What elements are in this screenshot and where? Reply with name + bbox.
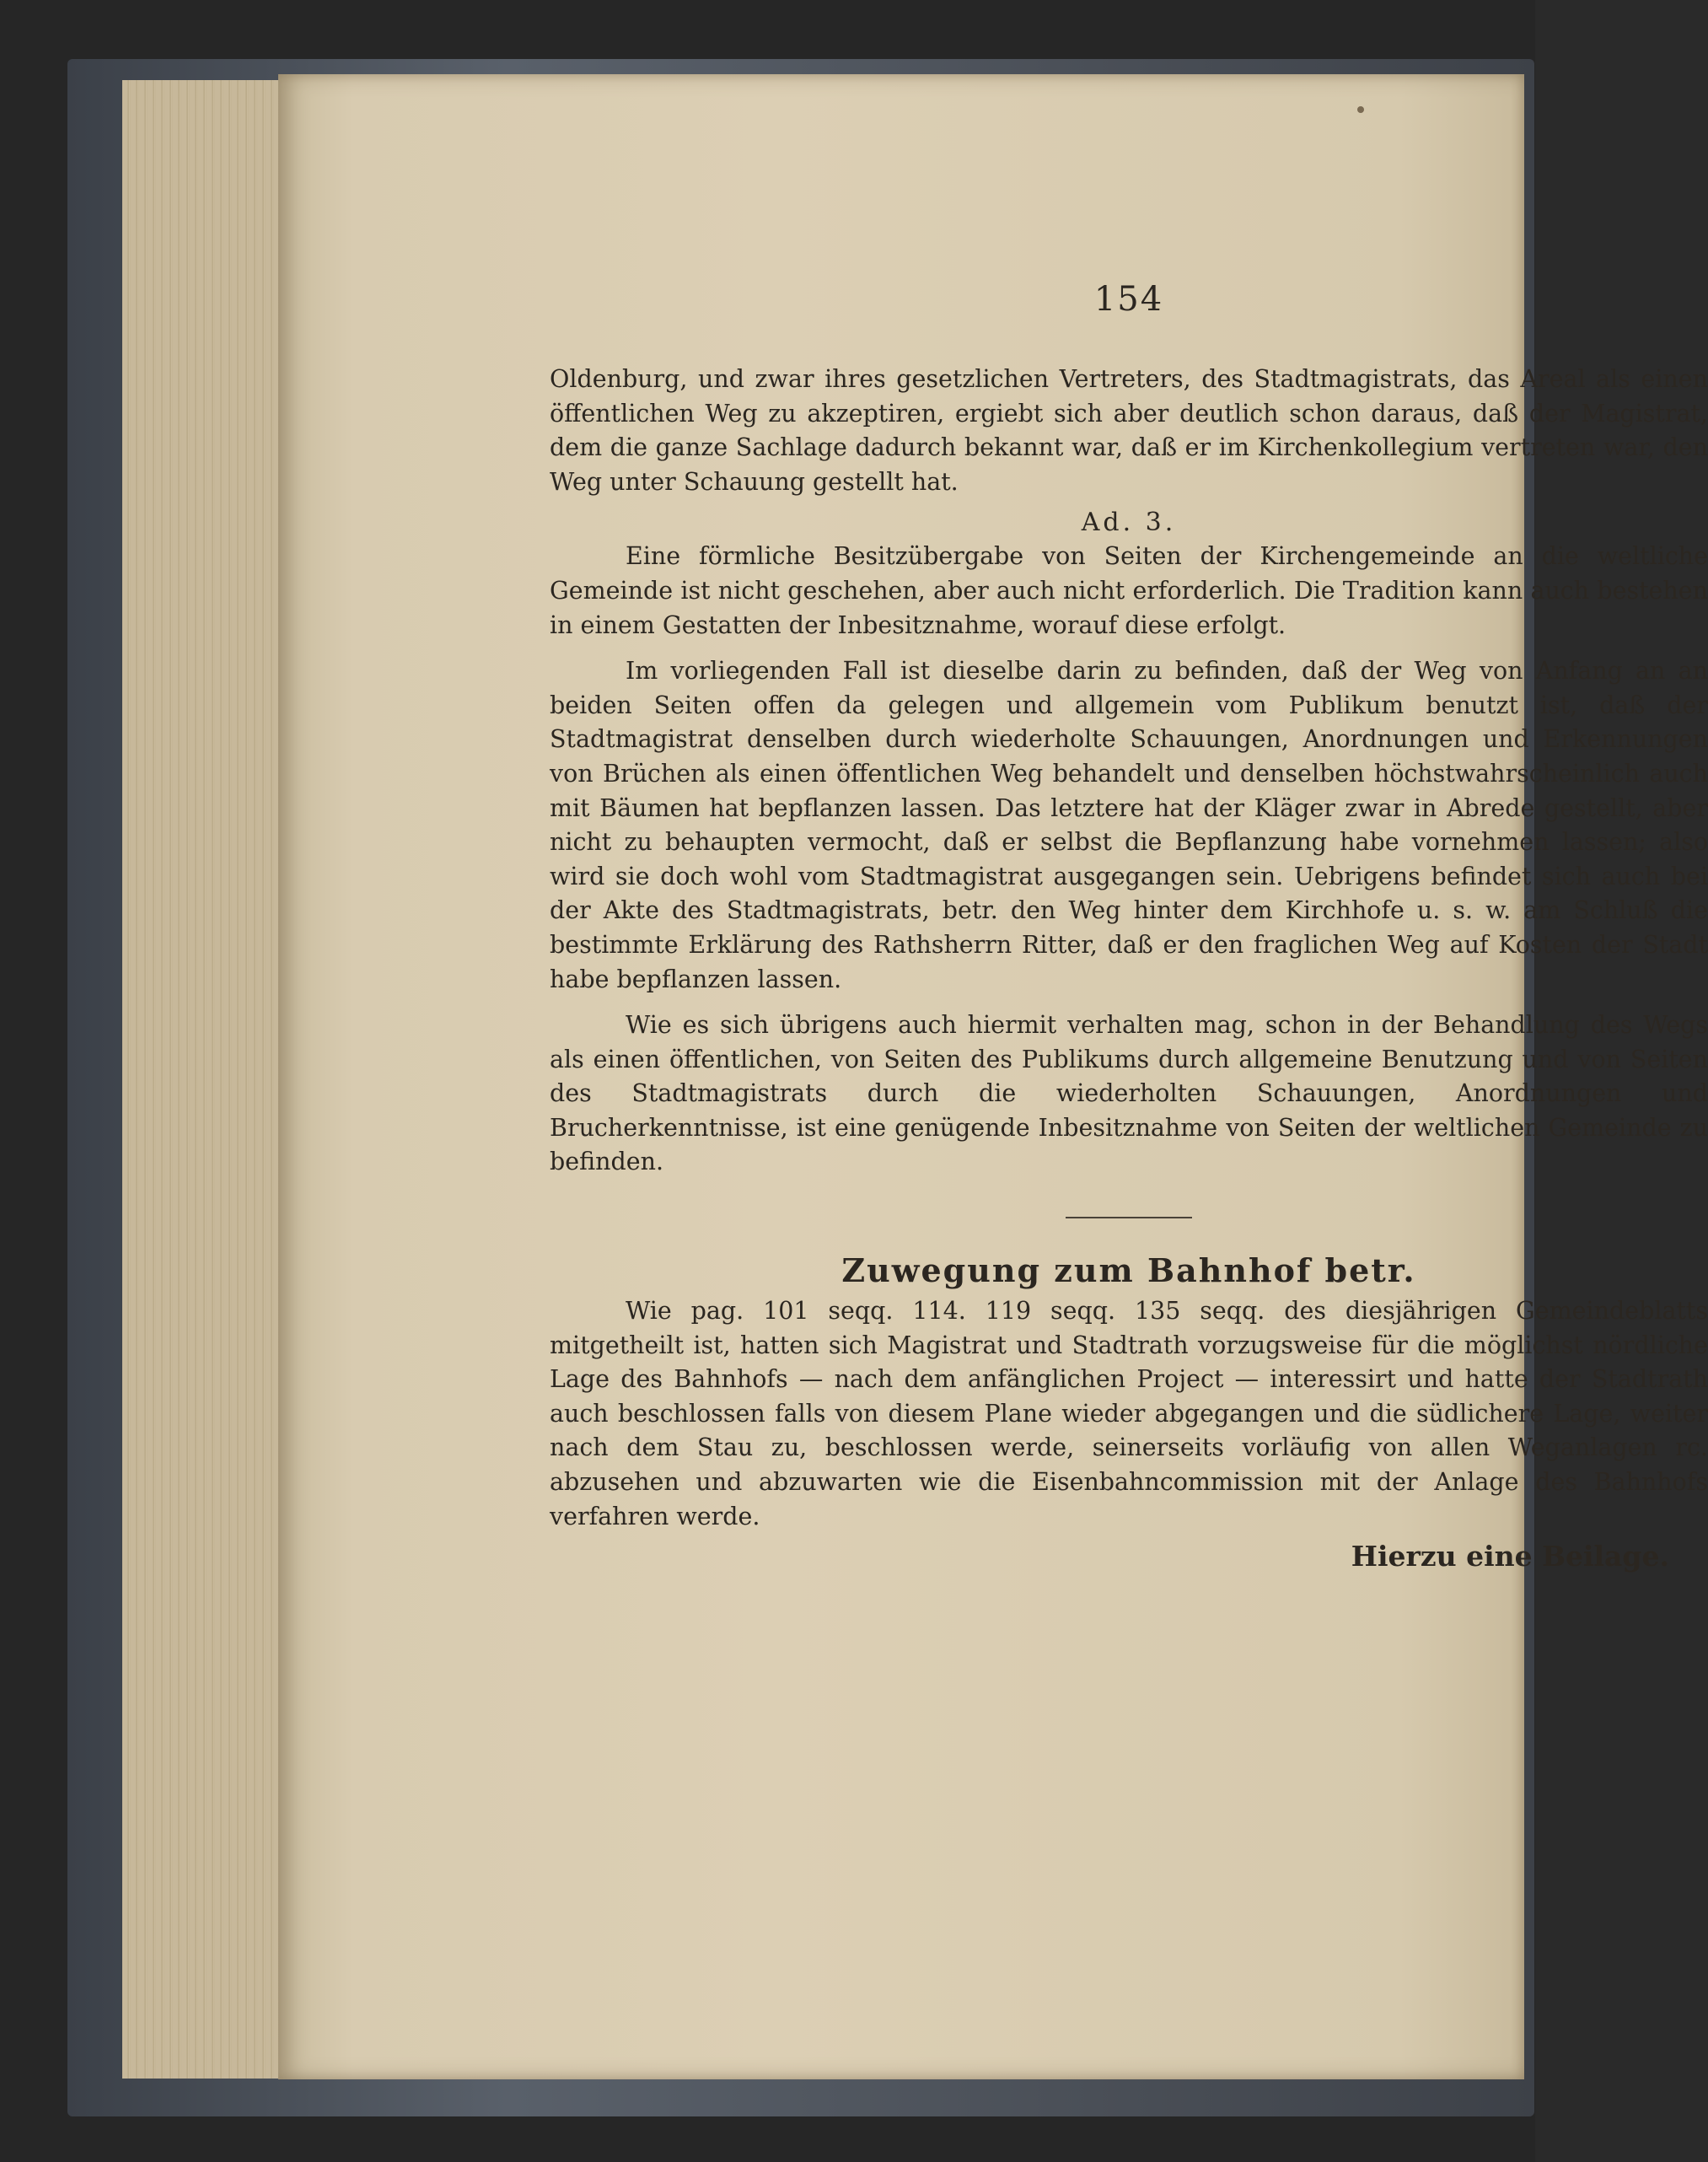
paragraph-5: Wie pag. 101 seqq. 114. 119 seqq. 135 seqq. des diesjährigen Gemeindeblatts mitgetheilt ist, hatten sich Magistrat und Stadtrath vorzugsweise für die möglichst nördliche Lage des Bahnhofs — nach dem anfänglichen Project — interessirt und hatte der Stadtrath auch beschlossen falls von diesem Plane wieder abgegangen und die südlichere Lage, weiter nach dem Stau zu, beschlossen werde, seinerseits vorläufig von allen Weganlagen rc. abzusehen und abzuwarten wie die Eisenbahncommission mit der Anlage des Bahnhofs verfahren werde. <box>550 1297 1708 1530</box>
body-text <box>550 363 1708 1576</box>
paragraph-2: Eine förmliche Besitzübergabe von Seiten der Kirchengemeinde an die weltliche Gemeinde ist nicht geschehen, aber auch nicht erforderlich. Die Tradition kann auch bestehen in einem Gestatten der Inbesitznahme, worauf diese erfolgt. <box>550 542 1708 639</box>
book-page <box>278 74 1708 2079</box>
section-title: Zuwegung zum Bahnhof betr. <box>841 1251 1416 1290</box>
page-speck <box>1357 106 1364 113</box>
paragraph-1: Oldenburg, und zwar ihres gesetzlichen Vertreters, des Stadtmagistrats, das Areal als einen öffentlichen Weg zu akzeptiren, ergiebt sich aber deutlich schon daraus, daß der Magistrat, dem die ganze Sachlage dadurch bekannt war, daß er im Kirchenkollegium vertreten war, den Weg unter Schauung gestellt hat. <box>550 365 1708 496</box>
section-heading-ad-3: Ad. 3. <box>1081 508 1177 538</box>
paragraph-3: Im vorliegenden Fall ist dieselbe darin zu befinden, daß der Weg von Anfang an an beiden Seiten offen da gelegen und allgemein vom Publikum benutzt ist, daß der Stadtmagistrat denselben durch wiederholte Schauungen, Anordnungen und Erkennungen von Brüchen als einen öffentlichen Weg behandelt und denselben höchstwahrscheinlich auch mit Bäumen hat bepflanzen lassen. Das letztere hat der Kläger zwar in Abrede gestellt, aber nicht zu behaupten vermocht, daß er selbst die Bepflanzung habe vornehmen lassen; also wird sie doch wohl vom Stadtmagistrat ausgegangen sein. Uebrigens befindet sich auch bei der Akte des Stadtmagistrats, betr. den Weg hinter dem Kirchhofe u. s. w. am Schluß die bestimmte Erklärung des Rathsherrn Ritter, daß er den fraglichen Weg auf Kosten der Stadt habe bepflanzen lassen. <box>550 657 1708 993</box>
section-divider <box>1066 1217 1192 1218</box>
page-number: 154 <box>1093 280 1164 319</box>
paragraph-4: Wie es sich übrigens auch hiermit verhalten mag, schon in der Behandlung des Wegs als einen öffentlichen, von Seiten des Publikums durch allgemeine Benutzung und von Seiten des Stadtmagistrats durch die wiederholten Schauungen, Anordnungen und Brucherkenntnisse, ist eine genügende Inbesitznahme von Seiten der weltlichen Gemeinde zu befinden. <box>550 1011 1708 1176</box>
closing-note: Hierzu eine Beilage. <box>1351 1540 1669 1573</box>
